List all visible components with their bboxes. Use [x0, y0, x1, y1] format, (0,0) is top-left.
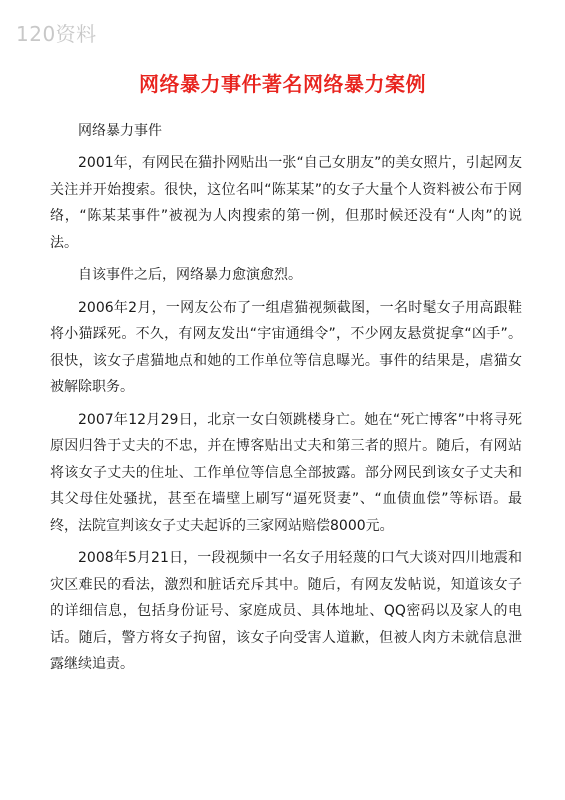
paragraph-2008: 2008年5月21日，一段视频中一名女子用轻蔑的口气大谈对四川地震和灾区难民的看法，激烈和脏话充斥其中。随后，有网友发帖说，知道该女子的详细信息，包括身份证号、家庭成员、具体地址、QQ密码以及家人的电话。随后，警方将女子拘留，该女子向受害人道歉，但被人肉方未就信息泄露继续追责。 [50, 550, 522, 672]
paragraph-escalation: 自该事件之后，网络暴力愈演愈烈。 [78, 267, 302, 283]
watermark: 120资料 [16, 22, 97, 46]
paragraph-2007: 2007年12月29日，北京一女白领跳楼身亡。她在“死亡博客”中将寻死原因归咎于丈夫的不忠，并在博客贴出丈夫和第三者的照片。随后，有网站将该女子丈夫的住址、工作单位等信息全部披露。部分网民到该女子丈夫和其父母住处骚扰，甚至在墙壁上刷写“逼死贤妻”、“血债血偿”等标语。最终，法院宣判该女子丈夫起诉的三家网站赔偿8000元。 [50, 411, 522, 534]
section-heading: 网络暴力事件 [78, 123, 162, 139]
document-title: 网络暴力事件著名网络暴力案例 [139, 72, 426, 96]
paragraph-2001: 2001年，有网民在猫扑网贴出一张“自己女朋友”的美女照片，引起网友关注并开始搜索。很快，这位名叫“陈某某”的女子大量个人资料被公布于网络，“陈某某事件”被视为人肉搜索的第一例，但那时候还没有“人肉”的说法。 [50, 155, 522, 251]
document-body [50, 118, 522, 684]
paragraph-2006: 2006年2月，一网友公布了一组虐猫视频截图，一名时髦女子用高跟鞋将小猫踩死。不久，有网友发出“宇宙通缉令”，不少网友悬赏捉拿“凶手”。很快，该女子虐猫地点和她的工作单位等信息曝光。事件的结果是，虐猫女被解除职务。 [50, 299, 522, 395]
